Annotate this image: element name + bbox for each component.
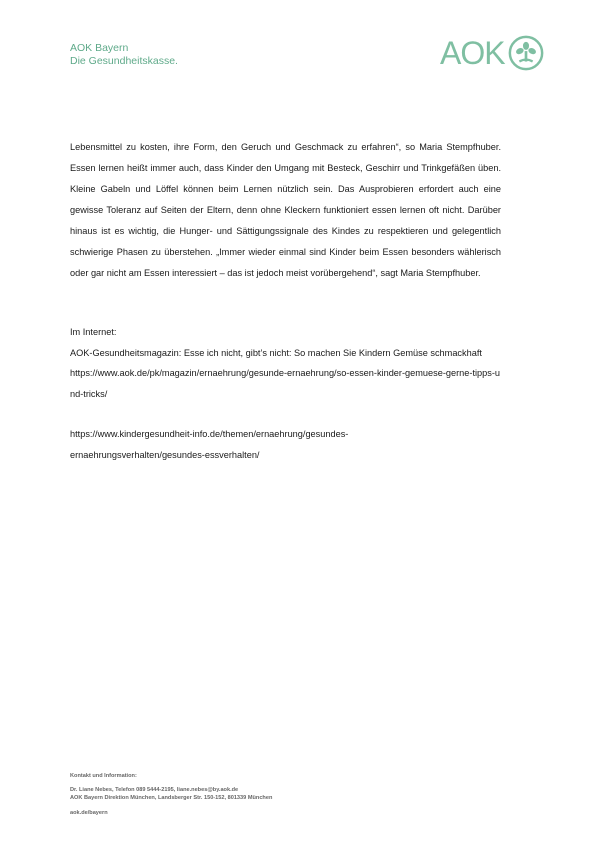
org-slogan: Die Gesundheitskasse. [70,55,178,67]
org-name: AOK Bayern [70,42,129,54]
article-title: AOK-Gesundheitsmagazin: Esse ich nicht, gibt’s nicht: So machen Sie Kindern Gemüse schmackhaft [70,347,482,358]
article-body [70,137,501,284]
links-heading: Im Internet: [70,327,117,337]
contact-label: Kontakt und Information: [70,773,137,779]
aok-logo [440,34,545,72]
internet-links-section [70,322,501,465]
logo-text: AOK [440,35,505,71]
sender-block [70,42,178,68]
footer-contact [70,772,272,817]
aok-tree-icon [507,34,545,72]
contact-person: Dr. Liane Nebes, Telefon 089 5444-2195, liane.nebes@by.aok.de [70,786,239,793]
article-link[interactable]: https://www.aok.de/pk/magazin/ernaehrung/gesunde-ernaehrung/so-essen-kinder-gemuese-gerne-tipps-und-tricks/ [70,368,501,399]
kindergesundheit-link[interactable] [70,424,501,465]
link-line-2[interactable]: ernaehrungsverhalten/gesundes-essverhalten/ [70,449,260,460]
body-paragraph: Lebensmittel zu kosten, ihre Form, den Geruch und Geschmack zu erfahren“, so Maria Stempfhuber. Essen lernen heißt immer auch, dass Kinder den Umgang mit Besteck, Geschirr und Trinkgefäßen üben. Kleine Gabeln und Löffel können beim Lernen nützlich sein. Das Ausprobieren erfordert auch eine gewisse Toleranz auf Seiten der Eltern, denn ohne Kleckern funktioniert essen lernen oft nicht. Darüber hinaus ist es wichtig, die Hunger- und Sättigungssignale des Kindes zu respektieren und gelegentlich schwierige Phasen zu überstehen. „Immer wieder einmal sind Kinder beim Essen besonders wählerisch oder gar nicht am Essen interessiert – das ist jedoch meist vorübergehend“, sagt Maria Stempfhuber. [70,142,501,278]
footer-web: aok.de/bayern [70,809,108,816]
contact-address: AOK Bayern Direktion München, Landsberger Str. 150-152, 801339 München [70,795,273,801]
link-line-1[interactable]: https://www.kindergesundheit-info.de/themen/ernaehrung/gesundes- [70,429,349,439]
